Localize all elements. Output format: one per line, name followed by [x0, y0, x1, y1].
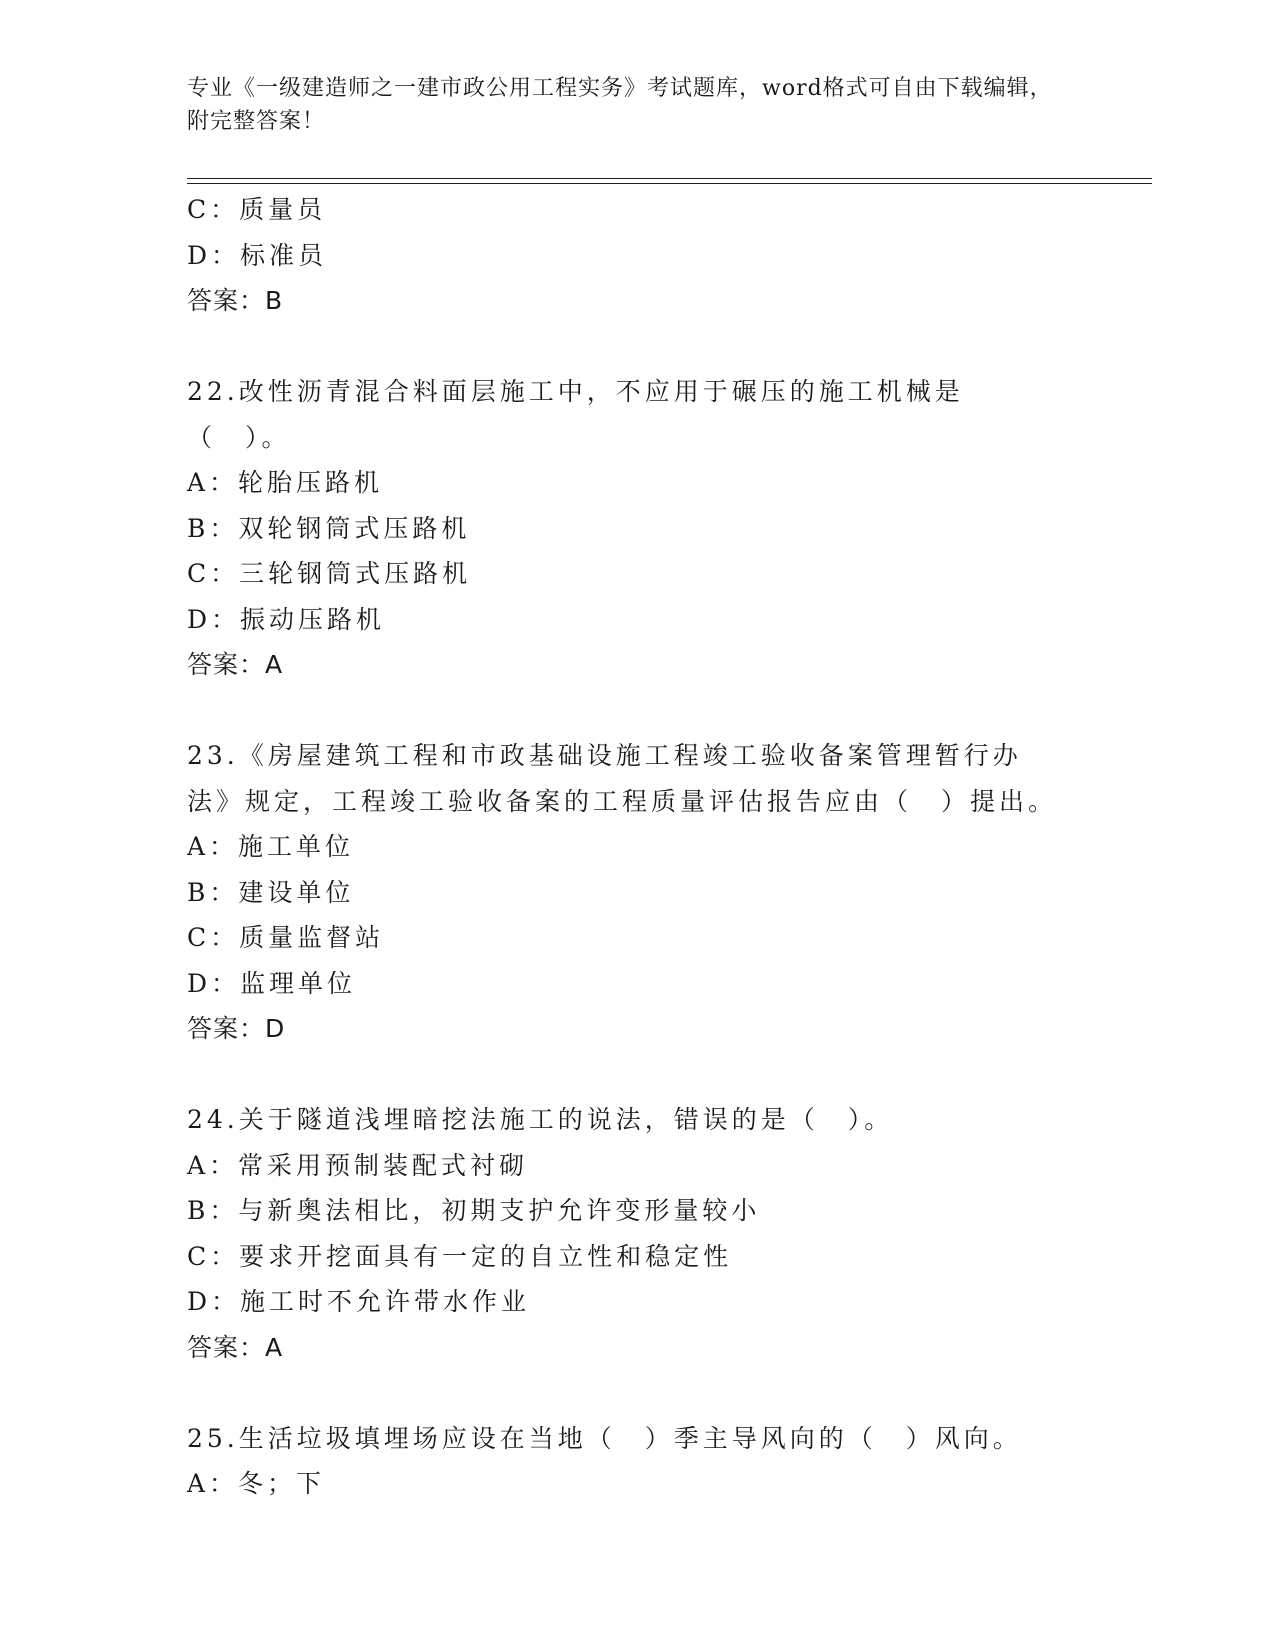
option-a: A：冬；下	[187, 1469, 326, 1498]
option-a: A：常采用预制装配式衬砌	[187, 1150, 529, 1180]
option-b: B：建设单位	[187, 877, 355, 907]
option-d: D：振动压路机	[187, 604, 386, 634]
option-b: B：双轮钢筒式压路机	[187, 513, 471, 543]
answer-line: 答案：A	[187, 1332, 284, 1362]
spacer	[187, 688, 1147, 734]
spacer	[187, 1370, 1147, 1416]
answer-line: 答案：B	[187, 286, 284, 315]
option-c: C：三轮钢筒式压路机	[187, 559, 472, 588]
header-divider-bottom	[187, 183, 1152, 184]
answer-line: 答案：A	[187, 650, 284, 679]
spacer	[187, 1052, 1147, 1098]
option-d: D：标准员	[187, 240, 328, 270]
header-divider-top	[187, 178, 1152, 179]
question-stem: 25.生活垃圾填埋场应设在当地（ ）季主导风向的（ ）风向。	[187, 1423, 1022, 1453]
page-header: 专业《一级建造师之一建市政公用工程实务》考试题库，word格式可自由下载编辑，附完整答案！	[187, 76, 1053, 134]
spacer	[187, 324, 1147, 370]
option-b: B：与新奥法相比，初期支护允许变形量较小	[187, 1196, 761, 1225]
option-d: D：施工时不允许带水作业	[187, 1287, 531, 1316]
question-list	[187, 187, 1147, 1507]
answer-line: 答案：D	[187, 1014, 286, 1043]
option-a: A：轮胎压路机	[187, 468, 384, 497]
question-stem: 23.《房屋建筑工程和市政基础设施工程竣工验收备案管理暂行办法》规定，工程竣工验收备案的工程质量评估报告应由（ ）提出。	[187, 741, 1058, 816]
question-stem: 22.改性沥青混合料面层施工中，不应用于碾压的施工机械是（ ）。	[187, 377, 964, 452]
question-stem: 24.关于隧道浅埋暗挖法施工的说法，错误的是（ ）。	[187, 1105, 894, 1134]
option-c: C：要求开挖面具有一定的自立性和稳定性	[187, 1241, 733, 1271]
option-c: C：质量监督站	[187, 923, 385, 952]
option-d: D：监理单位	[187, 968, 357, 998]
option-a: A：施工单位	[187, 832, 355, 861]
option-c: C：质量员	[187, 195, 327, 224]
